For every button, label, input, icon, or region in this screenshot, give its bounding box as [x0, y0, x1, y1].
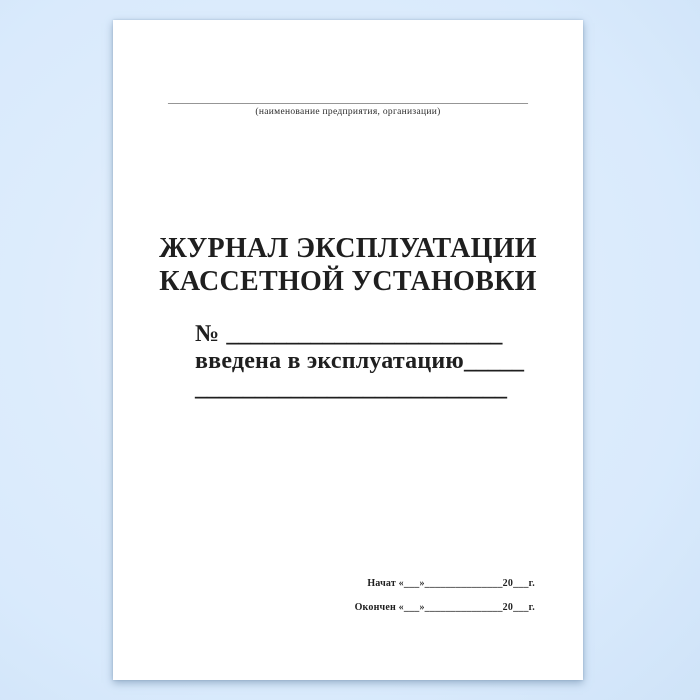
extra-blank-row — [195, 375, 525, 402]
number-blank-line: _______________________ — [226, 321, 503, 347]
journal-title — [113, 232, 583, 298]
number-label: № — [195, 321, 220, 347]
title-line-2: КАССЕТНОЙ УСТАНОВКИ — [159, 266, 537, 297]
commissioned-row — [195, 348, 525, 375]
commissioned-label: введена в эксплуатацию — [195, 348, 464, 374]
commissioned-blank-line: _____ — [463, 348, 524, 374]
dates-block — [355, 572, 535, 620]
started-line: Начат «___»_______________20___г. — [367, 578, 535, 589]
finished-line: Окончен «___»_______________20___г. — [354, 602, 535, 613]
registration-form-block — [195, 321, 525, 402]
organization-caption: (наименование предприятия, организации) — [255, 107, 441, 117]
number-row — [195, 321, 525, 348]
title-line-1: ЖУРНАЛ ЭКСПЛУАТАЦИИ — [159, 233, 537, 264]
organization-blank-line: ________________________________________________________________________ — [168, 94, 528, 105]
journal-cover-page — [113, 20, 583, 680]
organization-line-block — [113, 94, 583, 119]
bottom-blank-line: __________________________ — [195, 375, 507, 401]
